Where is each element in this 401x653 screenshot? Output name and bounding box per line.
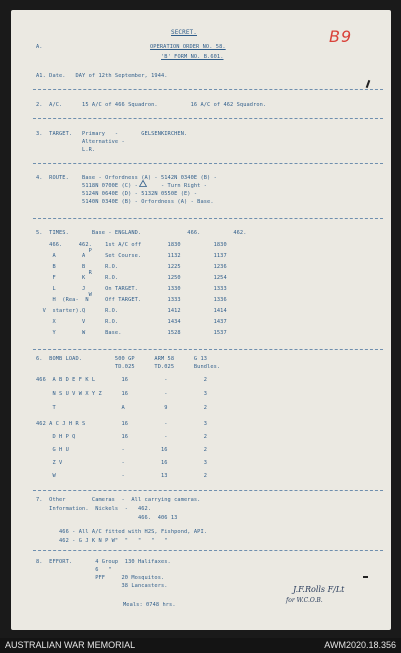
divider xyxy=(33,163,383,164)
divider xyxy=(33,218,383,219)
pen-mark xyxy=(366,80,371,88)
section-a-label: A. xyxy=(36,44,43,50)
times-extra: P xyxy=(36,248,92,254)
times-heading: 5. TIMES. Base - ENGLAND. 466. 462. xyxy=(36,230,247,236)
divider xyxy=(33,349,383,350)
form-title: 'B' FORM NO. B.601. xyxy=(161,54,224,60)
divider xyxy=(33,490,383,491)
other-info-line-5: 462 - G J K N P W" " " " " xyxy=(36,538,168,544)
times-extra: R xyxy=(36,270,92,276)
divider xyxy=(33,89,383,90)
bomb-load-row: Z V - 16 3 xyxy=(36,460,208,466)
route-line-2: 5118N 0700E (C) - - Turn Right - xyxy=(36,183,208,189)
date-line: A1. Date. DAY of 12th September, 1944. xyxy=(36,73,168,79)
other-info-line-2: Information. Nickels - 462. xyxy=(36,506,152,512)
times-row: F K R.O. 1250 1254 xyxy=(36,275,227,281)
divider xyxy=(33,118,383,119)
times-row: 466. 462. 1st A/C off 1830 1830 xyxy=(36,242,227,248)
divider xyxy=(33,550,383,551)
times-row: B B R.O. 1225 1236 xyxy=(36,264,227,270)
bomb-load-row: D H P Q 16 - 2 xyxy=(36,434,208,440)
bomb-load-row: 462 A C J H R S 16 - 3 xyxy=(36,421,208,427)
bomb-load-row: N S U V W X Y Z 16 - 3 xyxy=(36,391,208,397)
target-line: 3. TARGET. Primary - GELSENKIRCHEN. xyxy=(36,131,188,137)
meals-line: Meals: 0748 hrs. xyxy=(123,602,176,608)
other-info-line-3: 466. 406 13 xyxy=(36,515,178,521)
triangle-icon xyxy=(139,180,147,187)
signature-subtitle: for W.C.O.B. xyxy=(286,597,323,604)
target-lr: L.R. xyxy=(36,147,96,153)
times-row: Y W Base. 1528 1537 xyxy=(36,330,227,336)
bomb-load-row: 466 A B D E F K L 16 - 2 xyxy=(36,377,208,383)
document-page xyxy=(11,10,391,630)
aircraft-line: 2. A/C. 15 A/C of 466 Squadron. 16 A/C of 462 Squadron. xyxy=(36,102,267,108)
effort-line-4: 38 Lancasters. xyxy=(36,583,168,589)
target-alternative: Alternative - xyxy=(36,139,125,145)
effort-line-1: 8. EFFORT. 4 Group 130 Halifaxes. xyxy=(36,559,171,565)
bomb-load-row: W - 13 2 xyxy=(36,473,208,479)
other-info-line-4: 466 - All A/C fitted with H2S, Fishpond, API. xyxy=(36,529,208,535)
times-row: A A Set Course. 1132 1137 xyxy=(36,253,227,259)
classification-heading: SECRET. xyxy=(171,29,197,36)
pen-mark xyxy=(363,576,368,578)
times-extra: W xyxy=(36,292,92,298)
bomb-load-row: G H U - 16 2 xyxy=(36,447,208,453)
times-row: V starter).Q R.O. 1412 1414 xyxy=(36,308,227,314)
footer-institution: AUSTRALIAN WAR MEMORIAL xyxy=(5,640,136,650)
footer-accession-number: AWM2020.18.356 xyxy=(324,640,396,650)
bomb-load-row: T A 9 2 xyxy=(36,405,208,411)
times-row: L J On TARGET. 1330 1333 xyxy=(36,286,227,292)
order-title: OPERATION ORDER NO. 58. xyxy=(150,44,226,50)
times-row: X V R.O. 1434 1437 xyxy=(36,319,227,325)
route-line-1: 4. ROUTE. Base - Orfordness (A) - 5142N 0340E (B) - xyxy=(36,175,217,181)
bomb-load-heading: 6. BOMB LOAD. 500 GP ARM 58 G 13 xyxy=(36,356,208,362)
signature: J.F.Rolls F/Lt xyxy=(293,585,345,594)
route-line-3: 5124N 0640E (D) - 5132N 0550E (E) - xyxy=(36,191,198,197)
other-info-line-1: 7. Other Cameras - All carrying cameras. xyxy=(36,497,201,503)
reference-stamp: B9 xyxy=(329,27,353,46)
route-line-4: 5140N 0340E (B) - Orfordness (A) - Base. xyxy=(36,199,214,205)
archive-footer xyxy=(0,638,401,653)
times-row: H (Rea- N Off TARGET. 1333 1336 xyxy=(36,297,227,303)
effort-line-2: 6 " xyxy=(36,567,112,573)
effort-line-3: PFF 20 Mosquitos. xyxy=(36,575,165,581)
bomb-load-subheading: TD.025 TD.025 Bundles. xyxy=(36,364,221,370)
